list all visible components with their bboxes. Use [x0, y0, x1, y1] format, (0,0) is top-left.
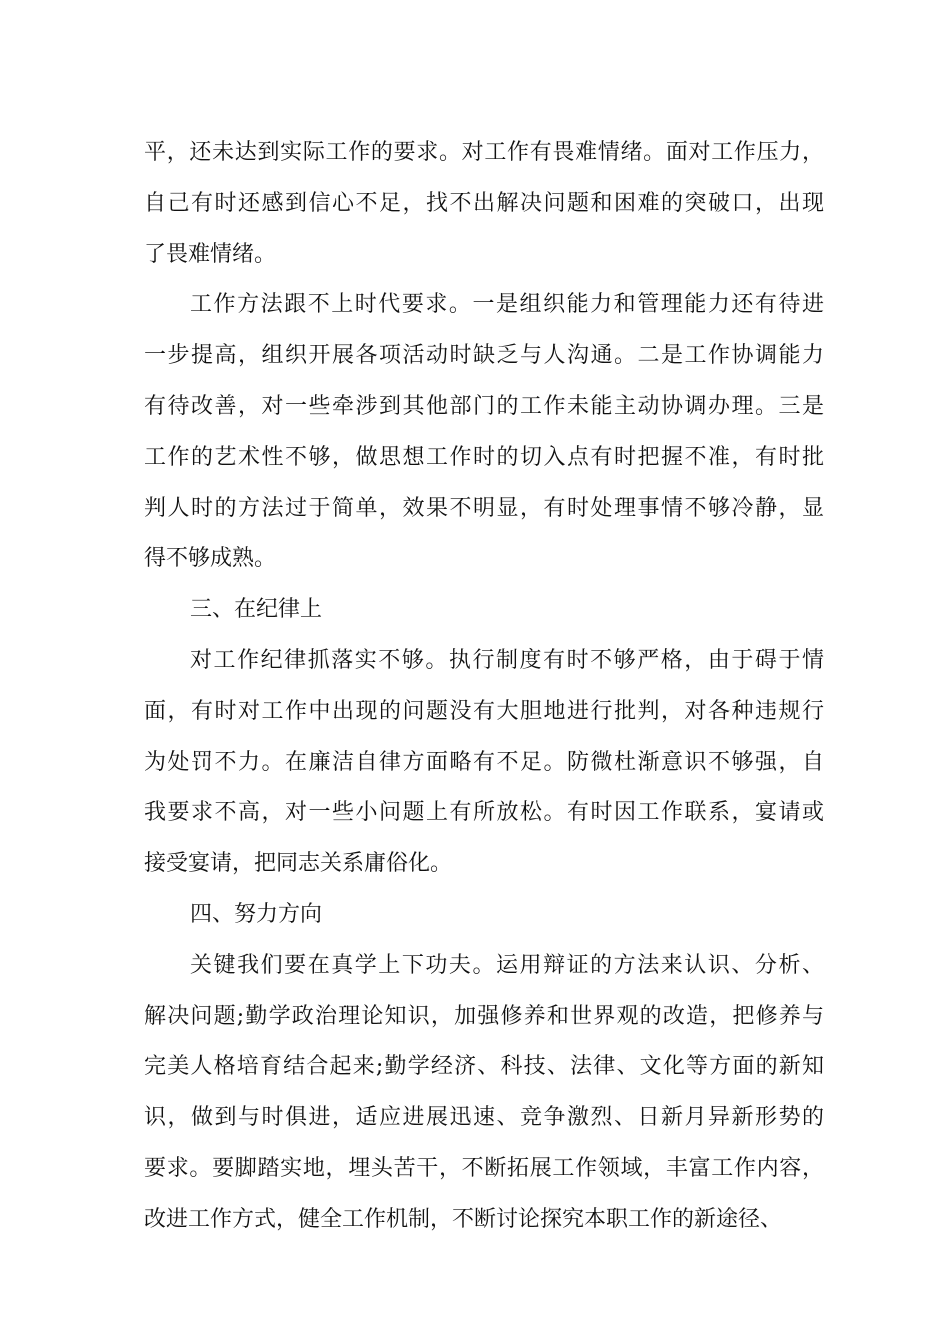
text-line: 得不够成熟。 [144, 546, 277, 572]
text-line: 改进工作方式，健全工作机制，不断讨论探究本职工作的新途径、 [144, 1206, 783, 1232]
text-line: 一步提高，组织开展各项活动时缺乏与人沟通。二是工作协调能力 [144, 343, 824, 369]
text-line: 对工作纪律抓落实不够。执行制度有时不够严格，由于碍于情 [190, 647, 824, 673]
text-line: 工作的艺术性不够，做思想工作时的切入点有时把握不准，有时批 [144, 444, 824, 470]
text-line: 工作方法跟不上时代要求。一是组织能力和管理能力还有待进 [190, 292, 824, 318]
section-heading [144, 585, 824, 636]
text-line: 面，有时对工作中出现的问题没有大胆地进行批判，对各种违规行 [144, 698, 824, 724]
text-line: 四、努力方向 [190, 901, 323, 927]
paragraph [144, 128, 824, 280]
text-line: 平，还未达到实际工作的要求。对工作有畏难情绪。面对工作压力， [144, 140, 824, 165]
text-line: 我要求不高，对一些小问题上有所放松。有时因工作联系，宴请或 [144, 800, 824, 826]
text-line: 接受宴请，把同志关系庸俗化。 [144, 851, 453, 877]
text-line: 三、在纪律上 [190, 597, 323, 623]
text-line: 判人时的方法过于简单，效果不明显，有时处理事情不够冷静，显 [144, 495, 824, 521]
document-page [144, 128, 824, 1246]
paragraph [144, 941, 824, 1246]
text-line: 要求。要脚踏实地，埋头苦干，不断拓展工作领域，丰富工作内容， [144, 1155, 824, 1181]
text-line: 自己有时还感到信心不足，找不出解决问题和困难的突破口，出现 [144, 190, 824, 216]
text-line: 为处罚不力。在廉洁自律方面略有不足。防微杜渐意识不够强，自 [144, 749, 824, 775]
paragraph [144, 636, 824, 890]
text-line: 有待改善，对一些牵涉到其他部门的工作未能主动协调办理。三是 [144, 393, 824, 419]
text-line: 了畏难情绪。 [144, 241, 277, 267]
text-line: 识，做到与时俱进，适应进展迅速、竞争激烈、日新月异新形势的 [144, 1105, 824, 1131]
text-line: 解决问题;勤学政治理论知识，加强修养和世界观的改造，把修养与 [144, 1003, 824, 1029]
section-heading [144, 890, 824, 941]
text-line: 关键我们要在真学上下功夫。运用辩证的方法来认识、分析、 [190, 952, 824, 978]
text-line: 完美人格培育结合起来;勤学经济、科技、法律、文化等方面的新知 [144, 1054, 824, 1080]
paragraph [144, 280, 824, 585]
